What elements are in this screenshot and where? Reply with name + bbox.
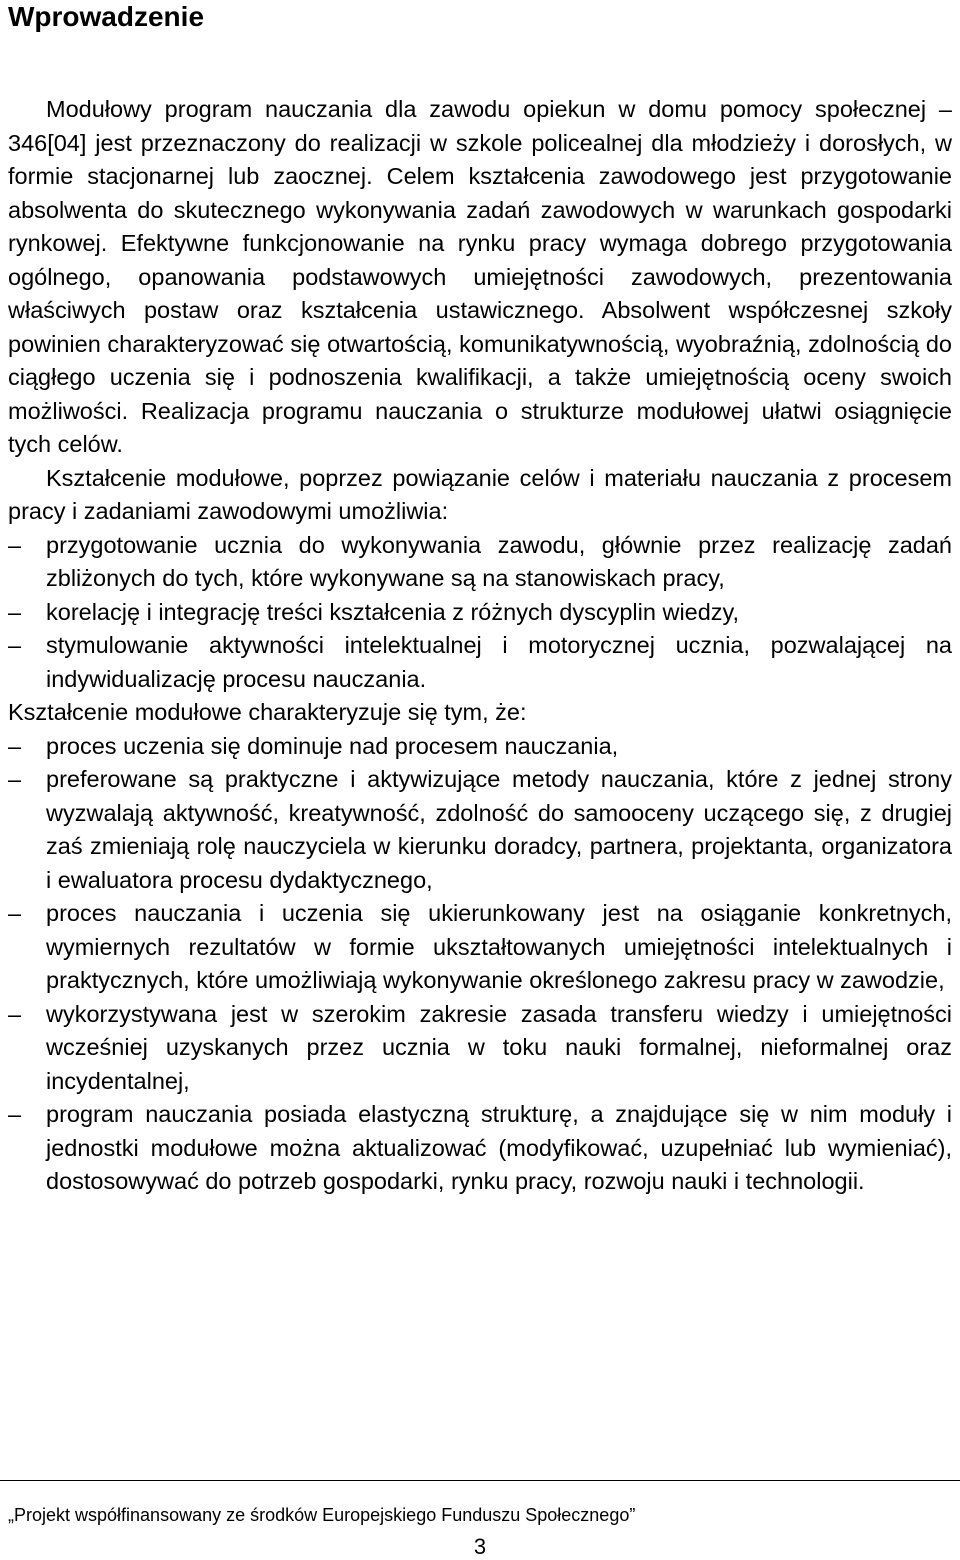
page-title: Wprowadzenie: [8, 1, 205, 32]
dash-marker: –: [8, 1000, 22, 1027]
intro-paragraph: [8, 93, 952, 462]
list-item: [8, 998, 952, 1099]
page-number: 3: [473, 1534, 487, 1559]
list-item: [8, 596, 952, 630]
list-item: [8, 730, 952, 764]
paragraph-labor-market: Efektywne funkcjonowanie na rynku pracy wymaga dobrego przygotowania ogólnego, opanowania podstawowych umiejętności zawodowych, prezentowania właściwych postaw oraz kształcenia ustawicznego.: [8, 230, 952, 323]
list-item-text: proces nauczania i uczenia się ukierunkowany jest na osiąganie konkretnych, wymiernych rezultatów w formie ukształtowanych umiejętności intelektualnych i praktycznych, które umożliwiają wykonywanie określonego zakresu pracy w zawodzie,: [46, 900, 952, 993]
section2-intro: Kształcenie modułowe charakteryzuje się tym, że:: [8, 699, 527, 725]
list-item-text: przygotowanie ucznia do wykonywania zawodu, głównie przez realizację zadań zbliżonych do tych, które wykonywane są na stanowiskach pracy,: [46, 531, 952, 591]
list-item: [8, 763, 952, 897]
list-item: [8, 1098, 952, 1199]
footer-divider: [0, 1480, 960, 1481]
dash-marker: –: [8, 598, 22, 625]
list-item: [8, 529, 952, 596]
dash-marker: –: [8, 531, 22, 558]
paragraph-education-goal: Celem kształcenia zawodowego jest przygotowanie absolwenta do skutecznego wykonywania zadań zawodowych w warunkach gospodarki rynkowej.: [8, 163, 952, 256]
paragraph-graduate-traits: Absolwent współczesnej szkoły powinien charakteryzować się otwartością, komunikatywnością, wyobraźnią, zdolnością do ciągłego uczenia się i podnoszenia kwalifikacji, a także umiejętnością oceny swoich możliwości.: [8, 297, 952, 424]
list-item-text: proces uczenia się dominuje nad procesem nauczania,: [46, 732, 619, 759]
list-item: [8, 629, 952, 696]
paragraph-modular-program: Realizacja programu nauczania o strukturze modułowej ułatwi osiągnięcie tych celów.: [8, 397, 952, 457]
list-item-text: preferowane są praktyczne i aktywizujące metody nauczania, które z jednej strony wyzwalają aktywność, kreatywność, zdolność do samooceny uczącego się, z drugiej zaś zmieniają rolę nauczyciela w kierunku doradcy, partnera, projektanta, organizatora i ewaluatora procesu dydaktycznego,: [46, 766, 952, 893]
dash-marker: –: [8, 732, 22, 759]
section2-list: [8, 730, 952, 1199]
dash-marker: –: [8, 632, 22, 658]
section1-list: [8, 529, 952, 697]
list-item-text: program nauczania posiada elastyczną strukturę, a znajdujące się w nim moduły i jednostki modułowe można aktualizować (modyfikować, uzupełniać lub wymieniać), dostosowywać do potrzeb gospodarki, rynku pracy, rozwoju nauki i technologii.: [46, 1101, 952, 1194]
list-item: [8, 897, 952, 998]
footer-text: „Projekt współfinansowany ze środków Europejskiego Funduszu Społecznego”: [8, 1505, 636, 1525]
dash-marker: –: [8, 900, 22, 926]
list-item-text: stymulowanie aktywności intelektualnej i motorycznej ucznia, pozwalającej na indywidualizację procesu nauczania.: [46, 632, 952, 692]
list-item-text: wykorzystywana jest w szerokim zakresie zasada transferu wiedzy i umiejętności wcześniej uzyskanych przez ucznia w toku nauki formalnej, nieformalnej oraz incydentalnej,: [46, 1000, 952, 1094]
list-item-text: korelację i integrację treści kształcenia z różnych dyscyplin wiedzy,: [46, 598, 740, 625]
document-body: [8, 93, 952, 1199]
paragraph-program-description: Modułowy program nauczania dla zawodu opiekun w domu pomocy społecznej – 346[04] jest przeznaczony do realizacji w szkole policealnej dla młodzieży i dorosłych, w formie stacjonarnej lub zaocznej.: [8, 96, 952, 189]
section1-intro: Kształcenie modułowe, poprzez powiązanie celów i materiału nauczania z procesem pracy i zadaniami zawodowymi umożliwia:: [8, 464, 952, 524]
dash-marker: –: [8, 1101, 22, 1127]
dash-marker: –: [8, 766, 22, 792]
